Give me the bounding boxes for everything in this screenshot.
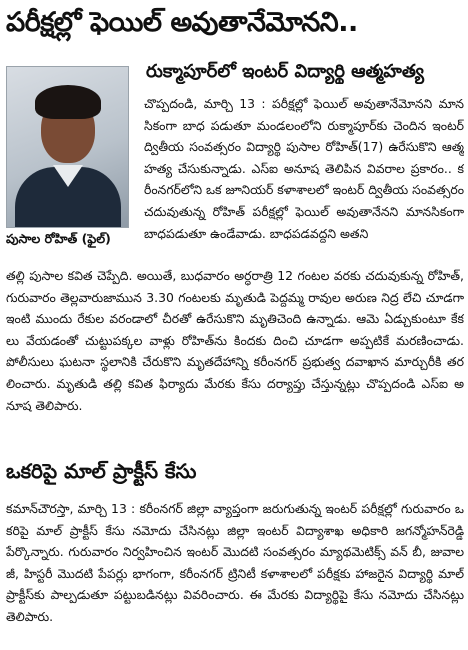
article-headline: పరీక్షల్లో ఫెయిల్ అవుతానేమోనని.. [6, 7, 358, 38]
second-article-headline: ఒకరిపై మాల్ ప్రాక్టీస్ కేసు [6, 459, 197, 483]
article-body-bottom: తల్లి పుసాల కవిత చెప్పేది. అయితే, బుధవారం అర్ధరాత్రి 12 గంటల వరకు చదువుకున్న రోహిత్, గురువారం తెల్లవారుజామున 3.30 గంటలకు మృతుడి పెద్దమ్మ రావుల అరుణ నిద్ర లేచి చూడగా ఇంటి ముందు రేకుల వరండాలో చీరతో ఉరేసుకొని మృతిచెంది ఉన్నాడు. ఆమె ఏడ్చుకుంటూ కేకలు వేయడంతో చుట్టుపక్కల వాళ్లు రోహిత్‌ను కిందకు దించి చూడగా అప్పటికే మరణించాడు. పోలీసులు ఘటనా స్థలానికి చేరుకొని మృతదేహాన్ని కరీంనగర్ ప్రభుత్వ దవాఖాన మార్చురీకి తరలించారు. మృతుడి తల్లి కవిత ఫిర్యాదు మేరకు కేసు దర్యాప్తు చేస్తున్నట్లు చొప్పదండి ఎస్ఐ అనూష తెలిపారు. [6, 268, 464, 413]
second-article-body: కమాన్‌చౌరస్తా, మార్చి 13 : కరీంనగర్ జిల్లా వ్యాప్తంగా జరుగుతున్న ఇంటర్ పరీక్షల్లో గురువారం ఒకరిపై మాల్ ప్రాక్టీస్ కేసు నమోదు చేసినట్లు జిల్లా ఇంటర్ విద్యాశాఖ అధికారి జగన్మోహన్‌రెడ్డి పేర్కొన్నారు. గురువారం నిర్వహించిన ఇంటర్ మొదటి సంవత్సరం మ్యాథమెటిక్స్ వన్ బీ, జువాలజీ, హిస్టరీ మొదటి పేపర్లు భాగంగా, కరీంనగర్ ట్రినిటీ కళాశాలలో పరీక్షకు హాజరైన విద్యార్థి మాల్ ప్రాక్టీస్‌కు పాల్పడుతూ పట్టుబడినట్లు వివరించారు. ఈ మేరకు విద్యార్థిపై కేసు నమోదు చేసినట్లు తెలిపారు. [6, 501, 464, 624]
photo-hair [35, 85, 101, 119]
article-body-top: చొప్పదండి, మార్చి 13 : పరీక్షల్లో ఫెయిల్ అవుతానేమోనని మానసికంగా బాధ పడుతూ మండలంలోని రుక్మాపూర్‌కు చెందిన ఇంటర్ ద్వితీయ సంవత్సరం విద్యార్థి పుసాల రోహిత్(17) ఉరేసుకొని ఆత్మహత్య చేసుకున్నాడు. ఎస్ఐ అనూష తెలిపిన వివరాల ప్రకారం.. కరీంనగర్‌లోని ఒక జూనియర్ కళాశాలలో ఇంటర్ ద్వితీయ సంవత్సరం చదువుతున్న రోహిత్ పరీక్షల్లో ఫెయిల్ అవుతానేనని మానసికంగా బాధపడుతూ ఉండేవాడు. బాధపడవద్దని అతని [144, 96, 464, 241]
photo-caption: పుసాల రోహిత్ (ఫైల్) [6, 231, 111, 246]
article-subheadline: రుక్మాపూర్‌లో ఇంటర్ విద్యార్థి ఆత్మహత్య [146, 61, 425, 82]
student-photo [6, 66, 129, 228]
